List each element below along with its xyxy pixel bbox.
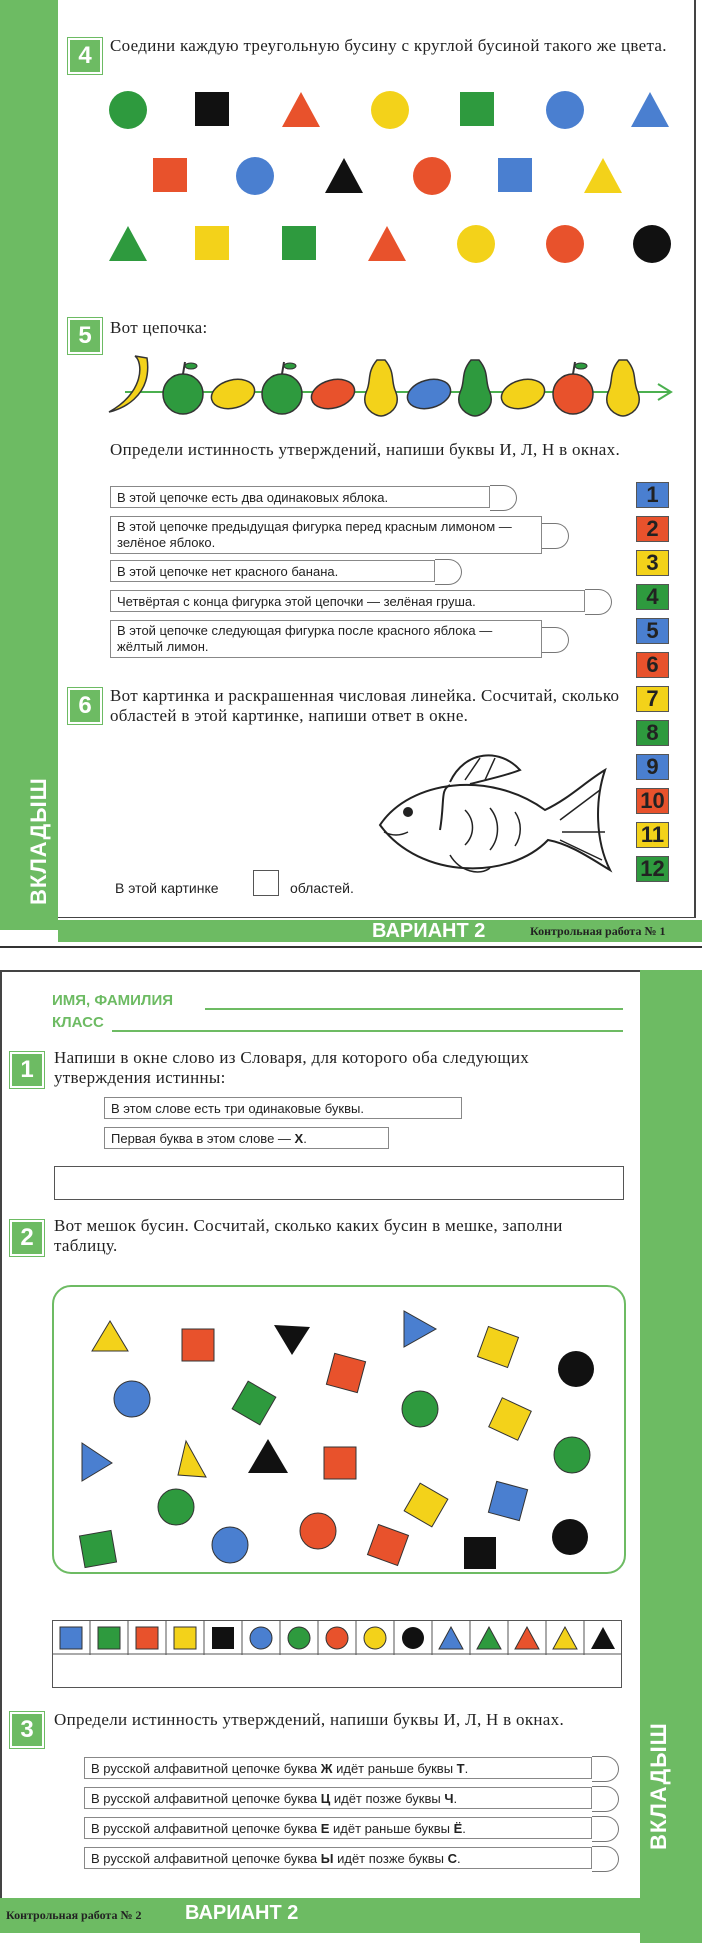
number-line — [636, 482, 669, 902]
bead-square — [460, 92, 494, 126]
lemon-icon — [308, 375, 358, 413]
statement-1-2-prefix: Первая буква в этом слове — — [111, 1131, 291, 1146]
answer-window[interactable] — [592, 1786, 619, 1812]
bead-square — [195, 92, 229, 126]
statement-3-3: В русской алфавитной цепочке буква Е идёт раньше буквы Ё. — [84, 1817, 592, 1839]
task-1-text: Напиши в окне слово из Словаря, для которого оба следующих утверждения истинны: — [54, 1048, 530, 1087]
pear-icon — [607, 360, 639, 416]
answer-window[interactable] — [542, 627, 569, 653]
statement-3-4: В русской алфавитной цепочке буква Ы идёт позже буквы С. — [84, 1847, 592, 1869]
answer-box[interactable] — [253, 870, 279, 896]
bead-triangle — [368, 226, 406, 261]
statement-1-1: В этом слове есть три одинаковые буквы. — [104, 1097, 462, 1119]
answer-before: В этой картинке — [115, 880, 219, 896]
page-2 — [0, 970, 702, 1943]
number-cell: 5 — [636, 618, 669, 644]
class-line[interactable] — [112, 1030, 623, 1032]
page-1 — [0, 0, 702, 945]
number-cell: 11 — [636, 822, 669, 848]
statement-5-5: В этой цепочке следующая фигурка после красного яблока — жёлтый лимон. — [110, 620, 542, 658]
footer-variant: ВАРИАНТ 2 — [185, 1902, 299, 1924]
beads-task-4 — [90, 80, 690, 280]
bead-triangle — [109, 226, 147, 261]
task-4-text: Соедини каждую треугольную бусину с круглой бусиной такого же цвета. — [110, 36, 667, 55]
bead-square — [498, 158, 532, 192]
answer-window[interactable] — [585, 589, 612, 615]
class-label: КЛАСС — [52, 1014, 104, 1031]
fruit-chain — [105, 352, 680, 422]
statement-5-4: Четвёртая с конца фигурка этой цепочки — зелёная груша. — [110, 590, 585, 612]
statement-1-2-letter: Х — [294, 1131, 304, 1146]
statement-5-2: В этой цепочке предыдущая фигурка перед красным лимоном — зелёное яблоко. — [110, 516, 542, 554]
number-cell: 2 — [636, 516, 669, 542]
lemon-icon — [404, 375, 454, 413]
task-3-text: Определи истинность утверждений, напиши буквы И, Л, Н в окнах. — [54, 1710, 564, 1729]
task-5-question: Определи истинность утверждений, напиши буквы И, Л, Н в окнах. — [110, 440, 620, 459]
task-5-text: Вот цепочка: — [110, 318, 208, 337]
answer-after: областей. — [290, 880, 354, 896]
side-label: ВКЛАДЫШ — [646, 1722, 671, 1850]
bead-triangle — [325, 158, 363, 193]
bead-square — [195, 226, 229, 260]
statement-3-1: В русской алфавитной цепочке буква Ж идёт раньше буквы Т. — [84, 1757, 592, 1779]
task-6-number: 6 — [68, 688, 102, 724]
bead-circle — [633, 225, 671, 263]
word-answer-box[interactable] — [54, 1166, 624, 1200]
footer-work: Контрольная работа № 1 — [530, 924, 666, 938]
bead-circle — [236, 157, 274, 195]
number-cell: 1 — [636, 482, 669, 508]
number-cell: 7 — [636, 686, 669, 712]
pear-icon — [365, 360, 397, 416]
task-2-text: Вот мешок бусин. Сосчитай, сколько каких бусин в мешке, заполни таблицу. — [54, 1216, 563, 1255]
bead-square — [282, 226, 316, 260]
footer-variant: ВАРИАНТ 2 — [372, 920, 486, 942]
name-line[interactable] — [205, 1008, 623, 1010]
answer-window[interactable] — [490, 485, 517, 511]
number-cell: 8 — [636, 720, 669, 746]
number-cell: 9 — [636, 754, 669, 780]
answer-window[interactable] — [542, 523, 569, 549]
bead-count-table — [52, 1620, 622, 1688]
statement-5-1: В этой цепочке есть два одинаковых яблока. — [110, 486, 490, 508]
lemon-icon — [498, 375, 548, 413]
page-separator — [0, 946, 702, 972]
bead-bag — [52, 1285, 627, 1575]
fish-picture — [370, 740, 620, 900]
apple-icon — [553, 362, 593, 414]
pear-icon — [459, 360, 491, 416]
statement-5-3: В этой цепочке нет красного банана. — [110, 560, 435, 582]
task-6-text: Вот картинка и раскрашенная числовая линейка. Сосчитай, сколько областей в этой картинке, напиши ответ в окне. — [110, 686, 620, 725]
apple-icon — [262, 362, 302, 414]
task-5-number: 5 — [68, 318, 102, 354]
bead-triangle — [282, 92, 320, 127]
bead-circle — [109, 91, 147, 129]
answer-window[interactable] — [592, 1846, 619, 1872]
bead-triangle — [584, 158, 622, 193]
bead-triangle — [631, 92, 669, 127]
number-cell: 4 — [636, 584, 669, 610]
lemon-icon — [208, 375, 258, 413]
number-cell: 10 — [636, 788, 669, 814]
statement-1-2 — [104, 1127, 389, 1149]
footer-work: Контрольная работа № 2 — [6, 1908, 142, 1922]
bead-circle — [546, 225, 584, 263]
statement-1-2-suffix: . — [303, 1131, 307, 1146]
answer-window[interactable] — [592, 1816, 619, 1842]
answer-window[interactable] — [592, 1756, 619, 1782]
apple-icon — [163, 362, 203, 414]
task-2-number: 2 — [10, 1220, 44, 1256]
number-cell: 12 — [636, 856, 669, 882]
number-cell: 3 — [636, 550, 669, 576]
bead-circle — [371, 91, 409, 129]
side-label: ВКЛАДЫШ — [26, 777, 51, 905]
number-cell: 6 — [636, 652, 669, 678]
bead-table-header — [53, 1621, 621, 1655]
bead-circle — [546, 91, 584, 129]
task-3-number: 3 — [10, 1712, 44, 1748]
banana-icon — [109, 356, 148, 412]
name-label: ИМЯ, ФАМИЛИЯ — [52, 992, 174, 1009]
bead-circle — [457, 225, 495, 263]
bead-circle — [413, 157, 451, 195]
task-4-number: 4 — [68, 38, 102, 74]
bead-square — [153, 158, 187, 192]
statement-3-2: В русской алфавитной цепочке буква Ц идёт позже буквы Ч. — [84, 1787, 592, 1809]
answer-window[interactable] — [435, 559, 462, 585]
task-1-number: 1 — [10, 1052, 44, 1088]
